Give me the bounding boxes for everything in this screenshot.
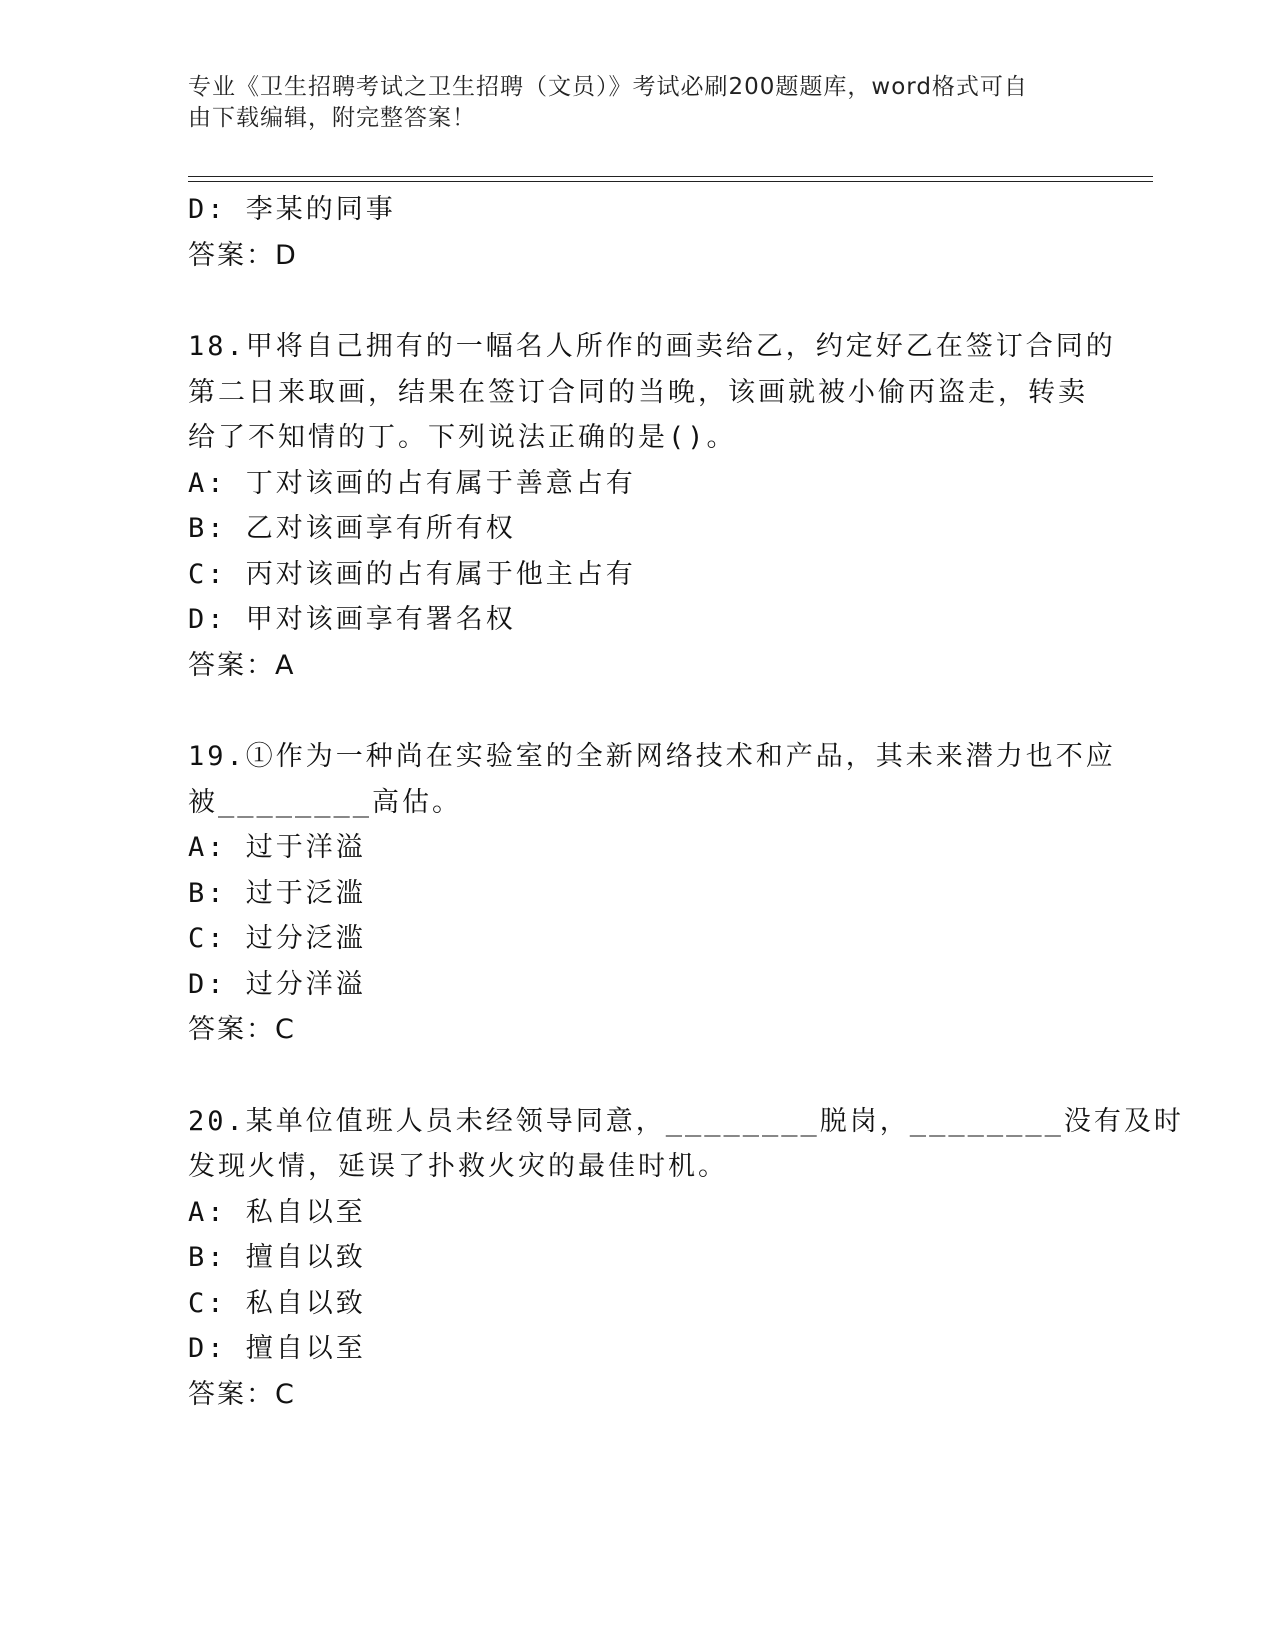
option-a: A: 丁对该画的占有属于善意占有 [188, 467, 636, 499]
header-title-line-2: 由下载编辑，附完整答案！ [188, 105, 476, 131]
option-d: D: 过分洋溢 [188, 968, 366, 1000]
question-text-line: 发现火情，延误了扑救火灾的最佳时机。 [188, 1151, 728, 1182]
option-c: C: 私自以致 [188, 1287, 366, 1319]
header-title-line-1: 专业《卫生招聘考试之卫生招聘（文员）》考试必刷200题题库，word格式可自 [188, 74, 1028, 100]
header-divider-bottom [188, 181, 1153, 182]
option-b: B: 过于泛滥 [188, 877, 366, 909]
header-divider-top [188, 176, 1153, 177]
spacer [188, 688, 1088, 734]
question-18 [188, 324, 1116, 688]
answer-line: 答案：A [188, 649, 296, 681]
option-d: D: 甲对该画享有署名权 [188, 604, 516, 635]
option-d: D: 李某的同事 [188, 194, 396, 225]
document-header [188, 72, 1088, 134]
option-c: C: 过分泛滥 [188, 923, 366, 954]
option-b: B: 擅自以致 [188, 1242, 366, 1273]
spacer [188, 278, 1088, 324]
question-text-line: 给了不知情的丁。下列说法正确的是()。 [188, 422, 737, 453]
spacer [188, 1053, 1088, 1099]
question-text-line: 18.甲将自己拥有的一幅名人所作的画卖给乙，约定好乙在签订合同的 [188, 331, 1116, 362]
question-text-line: 19.①作为一种尚在实验室的全新网络技术和产品，其未来潜力也不应 [188, 741, 1116, 772]
option-d: D: 擅自以至 [188, 1333, 366, 1364]
option-b: B: 乙对该画享有所有权 [188, 513, 516, 544]
question-20 [188, 1099, 1184, 1418]
question-19 [188, 734, 1116, 1053]
option-a: A: 私自以至 [188, 1196, 366, 1228]
answer-line: 答案：C [188, 1378, 296, 1410]
answer-line: 答案：D [188, 239, 298, 271]
question-17-tail [188, 187, 1088, 278]
answer-line: 答案：C [188, 1014, 296, 1045]
option-c: C: 丙对该画的占有属于他主占有 [188, 558, 636, 590]
question-text-line: 第二日来取画，结果在签订合同的当晚，该画就被小偷丙盗走，转卖 [188, 376, 1088, 408]
question-text-line: 被________高估。 [188, 786, 463, 818]
question-text-line: 20.某单位值班人员未经领导同意，________脱岗，________没有及时 [188, 1105, 1184, 1137]
question-list [188, 187, 1184, 1417]
option-a: A: 过于洋溢 [188, 832, 366, 863]
